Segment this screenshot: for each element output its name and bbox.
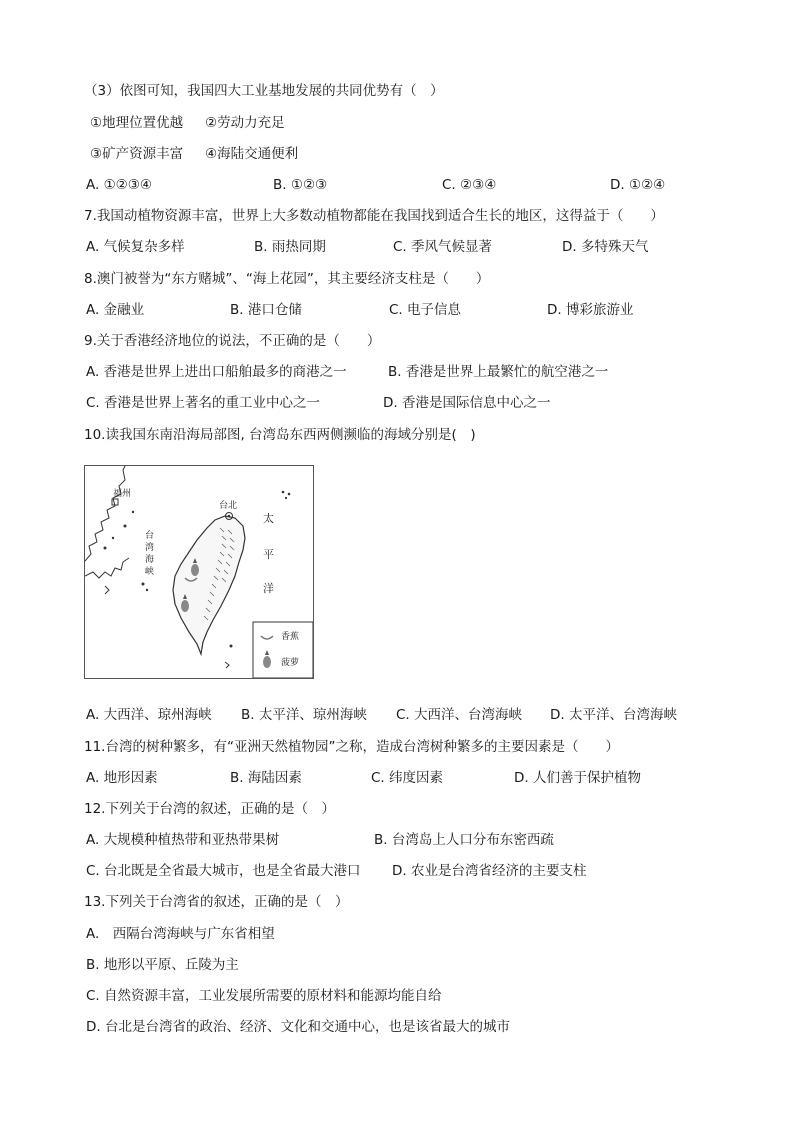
taiwan-map-drawing xyxy=(85,466,313,678)
question-9-option-d[interactable]: D. 香港是国际信息中心之一 xyxy=(383,395,551,411)
question-3-item-3: ③矿产资源丰富 xyxy=(90,146,184,162)
question-9-option-a[interactable]: A. 香港是世界上进出口船舶最多的商港之一 xyxy=(86,364,347,380)
question-8-option-a[interactable]: A. 金融业 xyxy=(86,302,145,318)
ocean-char-1: 太 xyxy=(263,512,274,525)
question-3-item-1: ①地理位置优越 xyxy=(90,115,184,131)
question-12-option-c[interactable]: C. 台北既是全省最大城市，也是全省最大港口 xyxy=(86,863,361,879)
question-7-stem: 7.我国动植物资源丰富，世界上大多数动植物都能在我国找到适合生长的地区，这得益于（ ） xyxy=(84,208,664,224)
strait-char-1: 台 xyxy=(145,531,155,541)
question-3-option-d[interactable]: D. ①②④ xyxy=(610,177,666,193)
question-13-option-a[interactable]: A. 西隔台湾海峡与广东省相望 xyxy=(86,926,275,942)
question-3-item-4: ④海陆交通便利 xyxy=(205,146,299,162)
question-8-option-d[interactable]: D. 博彩旅游业 xyxy=(547,302,634,318)
question-8-stem: 8.澳门被誉为“东方赌城”、“海上花园”，其主要经济支柱是（ ） xyxy=(84,271,490,287)
question-12-option-a[interactable]: A. 大规模种植热带和亚热带果树 xyxy=(86,832,280,848)
ocean-char-3: 洋 xyxy=(263,582,274,595)
question-12-option-b[interactable]: B. 台湾岛上人口分布东密西疏 xyxy=(374,832,554,848)
question-10-option-b[interactable]: B. 太平洋、琼州海峡 xyxy=(241,707,367,723)
question-13-option-c[interactable]: C. 自然资源丰富，工业发展所需要的原材料和能源均能自给 xyxy=(86,988,442,1004)
question-10-stem: 10.读我国东南沿海局部图, 台湾岛东西两侧濒临的海域分别是( ) xyxy=(84,427,476,443)
question-3-option-b[interactable]: B. ①②③ xyxy=(273,177,328,193)
question-13-option-b[interactable]: B. 地形以平原、丘陵为主 xyxy=(86,957,239,973)
question-10-option-c[interactable]: C. 大西洋、台湾海峡 xyxy=(396,707,523,723)
taipei-label: 台北 xyxy=(219,501,238,511)
question-11-option-a[interactable]: A. 地形因素 xyxy=(86,770,158,786)
ocean-char-2: 平 xyxy=(263,548,274,561)
fuzhou-label: 福州 xyxy=(113,489,132,499)
strait-char-4: 峡 xyxy=(145,567,155,577)
question-10-option-d[interactable]: D. 太平洋、台湾海峡 xyxy=(550,707,677,723)
question-11-option-d[interactable]: D. 人们善于保护植物 xyxy=(514,770,641,786)
legend-banana-label: 香蕉 xyxy=(281,632,300,642)
taiwan-island xyxy=(173,516,245,654)
question-13-stem: 13.下列关于台湾省的叙述，正确的是（ ） xyxy=(84,894,349,910)
question-11-option-b[interactable]: B. 海陆因素 xyxy=(230,770,302,786)
map-legend xyxy=(253,622,313,678)
question-11-option-c[interactable]: C. 纬度因素 xyxy=(371,770,444,786)
question-3-item-2: ②劳动力充足 xyxy=(205,115,285,131)
question-3-option-a[interactable]: A. ①②③④ xyxy=(86,177,152,193)
strait-char-3: 海 xyxy=(145,555,155,565)
taiwan-map xyxy=(84,465,314,679)
question-12-option-d[interactable]: D. 农业是台湾省经济的主要支柱 xyxy=(392,863,587,879)
question-12-stem: 12.下列关于台湾的叙述，正确的是（ ） xyxy=(84,801,335,817)
question-11-stem: 11.台湾的树种繁多，有“亚洲天然植物园”之称，造成台湾树种繁多的主要因素是（ ） xyxy=(84,739,619,755)
question-9-option-b[interactable]: B. 香港是世界上最繁忙的航空港之一 xyxy=(388,364,609,380)
legend-pineapple-label: 菠萝 xyxy=(281,658,300,668)
question-10-option-a[interactable]: A. 大西洋、琼州海峡 xyxy=(86,707,212,723)
question-8-option-c[interactable]: C. 电子信息 xyxy=(389,302,462,318)
question-7-option-c[interactable]: C. 季风气候显著 xyxy=(393,239,493,255)
question-7-option-d[interactable]: D. 多特殊天气 xyxy=(562,239,649,255)
question-3-option-c[interactable]: C. ②③④ xyxy=(442,177,497,193)
question-9-stem: 9.关于香港经济地位的说法，不正确的是（ ） xyxy=(84,333,381,349)
question-13-option-d[interactable]: D. 台北是台湾省的政治、经济、文化和交通中心，也是该省最大的城市 xyxy=(86,1019,510,1035)
question-7-option-a[interactable]: A. 气候复杂多样 xyxy=(86,239,185,255)
question-8-option-b[interactable]: B. 港口仓储 xyxy=(230,302,302,318)
question-7-option-b[interactable]: B. 雨热同期 xyxy=(254,239,326,255)
strait-char-2: 湾 xyxy=(145,543,155,553)
question-3-stem: （3）依图可知，我国四大工业基地发展的共同优势有（ ） xyxy=(84,83,444,99)
question-9-option-c[interactable]: C. 香港是世界上著名的重工业中心之一 xyxy=(86,395,321,411)
